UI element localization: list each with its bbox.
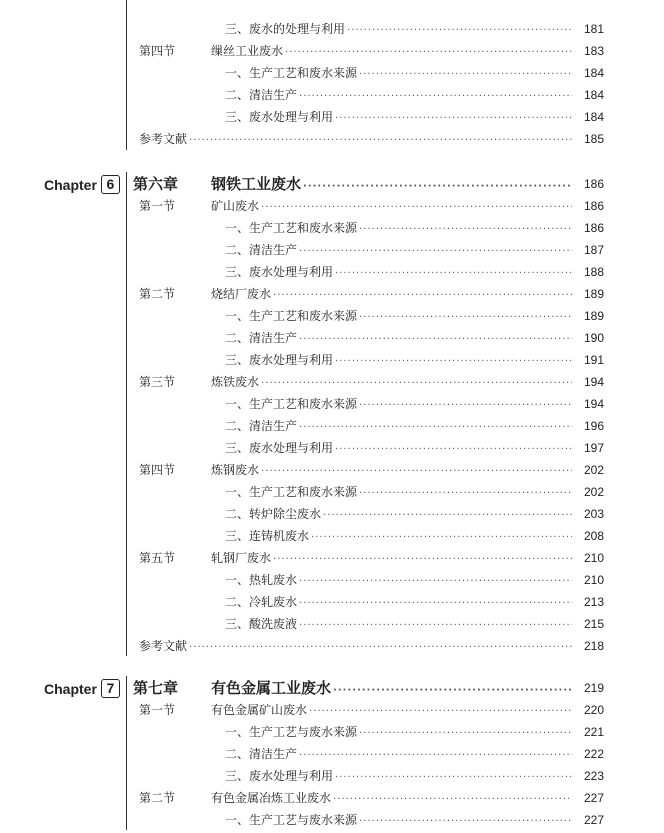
toc-entry xyxy=(225,591,572,615)
toc-entry xyxy=(225,106,572,130)
leader-dots xyxy=(335,263,572,285)
toc-row[interactable] xyxy=(0,349,664,371)
toc-entry-title: 炼铁废水 xyxy=(211,375,260,389)
toc-row[interactable] xyxy=(0,591,664,613)
toc-entry xyxy=(225,84,572,108)
toc-entry xyxy=(225,415,572,439)
toc-page-number: 196 xyxy=(583,419,604,433)
toc-row[interactable] xyxy=(0,481,664,503)
toc-entry xyxy=(225,305,572,329)
toc-page-number: 202 xyxy=(583,485,604,499)
toc-section-number: 第六章 xyxy=(133,175,179,193)
toc-entry xyxy=(225,261,572,285)
toc-entry xyxy=(225,393,572,417)
toc-page-number: 223 xyxy=(583,769,604,783)
toc-entry-title: 缫丝工业废水 xyxy=(211,44,284,58)
toc-entry-title: 二、冷轧废水 xyxy=(225,595,298,609)
toc-row[interactable] xyxy=(0,569,664,591)
toc-row[interactable] xyxy=(0,18,664,40)
toc-entry-title: 轧钢厂废水 xyxy=(211,551,272,565)
toc-row[interactable] xyxy=(0,217,664,239)
toc-section-number: 第四节 xyxy=(139,44,176,58)
toc-entry-title: 参考文献 xyxy=(139,132,188,146)
chapter-label: Chapter xyxy=(44,680,97,697)
toc-entry-title: 二、清洁生产 xyxy=(225,331,298,345)
toc-entry xyxy=(211,371,572,395)
toc-entry xyxy=(225,62,572,86)
leader-dots xyxy=(261,197,572,219)
leader-dots xyxy=(335,767,572,789)
toc-entry xyxy=(225,437,572,461)
toc-row[interactable] xyxy=(0,437,664,459)
toc-page-number: 184 xyxy=(583,110,604,124)
toc-page-number: 194 xyxy=(583,397,604,411)
toc-entry-title: 矿山废水 xyxy=(211,199,260,213)
toc-row[interactable] xyxy=(0,327,664,349)
toc-entry-title: 一、生产工艺和废水来源 xyxy=(225,66,358,80)
toc-entry xyxy=(211,283,572,307)
leader-dots xyxy=(335,108,572,130)
toc-page-number: 219 xyxy=(583,681,604,695)
toc-row[interactable] xyxy=(0,699,664,721)
toc-page-number: 186 xyxy=(583,221,604,235)
toc-page-number: 191 xyxy=(583,353,604,367)
leader-dots xyxy=(309,701,572,723)
toc-page-number: 208 xyxy=(583,529,604,543)
toc-page-number: 220 xyxy=(583,703,604,717)
toc-entry-title: 三、废水处理与利用 xyxy=(225,353,334,367)
toc-page-number: 189 xyxy=(583,309,604,323)
chapter-number-badge: 6 xyxy=(101,175,120,194)
toc-page-number: 183 xyxy=(583,44,604,58)
toc-entry xyxy=(225,239,572,263)
toc-row[interactable] xyxy=(0,459,664,481)
toc-entry-title: 有色金属工业废水 xyxy=(211,679,332,697)
leader-dots xyxy=(189,637,572,659)
toc-page-number: 221 xyxy=(583,725,604,739)
toc-row[interactable] xyxy=(0,173,664,195)
toc-entry-title: 三、连铸机废水 xyxy=(225,529,310,543)
toc-row[interactable] xyxy=(0,415,664,437)
toc-entry-title: 有色金属矿山废水 xyxy=(211,703,308,717)
toc-entry-title: 二、清洁生产 xyxy=(225,243,298,257)
toc-entry-title: 二、转炉除尘废水 xyxy=(225,507,322,521)
toc-page-number: 186 xyxy=(583,177,604,191)
toc-page-number: 184 xyxy=(583,88,604,102)
toc-page-number: 210 xyxy=(583,551,604,565)
toc-row[interactable] xyxy=(0,525,664,547)
toc-page-number: 186 xyxy=(583,199,604,213)
toc-page-number: 194 xyxy=(583,375,604,389)
toc-entry xyxy=(211,195,572,219)
toc-entry-title: 一、生产工艺和废水来源 xyxy=(225,309,358,323)
leader-dots xyxy=(299,571,572,593)
toc-row[interactable] xyxy=(0,787,664,809)
leader-dots xyxy=(299,745,572,767)
toc-entry xyxy=(139,128,572,152)
toc-page-number: 187 xyxy=(583,243,604,257)
toc-entry xyxy=(225,613,572,637)
toc-row[interactable] xyxy=(0,371,664,393)
leader-dots xyxy=(359,483,572,505)
toc-entry-title: 钢铁工业废水 xyxy=(211,175,302,193)
leader-dots xyxy=(359,307,572,329)
leader-dots xyxy=(359,723,572,745)
leader-dots xyxy=(335,439,572,461)
toc-entry xyxy=(211,459,572,483)
toc-row[interactable] xyxy=(0,503,664,525)
toc-entry-title: 二、清洁生产 xyxy=(225,747,298,761)
toc-row[interactable] xyxy=(0,239,664,261)
toc-entry-title: 参考文献 xyxy=(139,639,188,653)
toc-page-number: 222 xyxy=(583,747,604,761)
toc-entry-title: 一、生产工艺与废水来源 xyxy=(225,813,358,827)
leader-dots xyxy=(359,395,572,417)
toc-page-number: 227 xyxy=(583,791,604,805)
toc-entry-title: 三、废水处理与利用 xyxy=(225,441,334,455)
toc-entry xyxy=(225,809,572,833)
toc-section-number: 第一节 xyxy=(139,703,176,717)
toc-row[interactable] xyxy=(0,613,664,635)
toc-entry-title: 一、生产工艺和废水来源 xyxy=(225,485,358,499)
toc-page-number: 185 xyxy=(583,132,604,146)
toc-entry-title: 三、废水的处理与利用 xyxy=(225,22,346,36)
leader-dots xyxy=(299,417,572,439)
toc-entry xyxy=(225,481,572,505)
toc-entry-title: 三、酸洗废液 xyxy=(225,617,298,631)
toc-section-number: 第二节 xyxy=(139,791,176,805)
toc-page-number: 188 xyxy=(583,265,604,279)
toc-row[interactable] xyxy=(0,809,664,831)
toc-page-number: 190 xyxy=(583,331,604,345)
leader-dots xyxy=(359,219,572,241)
toc-row[interactable] xyxy=(0,62,664,84)
toc-entry xyxy=(211,40,572,64)
toc-row[interactable] xyxy=(0,721,664,743)
chapter-label: Chapter xyxy=(44,176,97,193)
leader-dots xyxy=(189,130,572,152)
toc-entry xyxy=(225,217,572,241)
toc-page-number: 215 xyxy=(583,617,604,631)
leader-dots xyxy=(333,789,572,811)
toc-page-number: 189 xyxy=(583,287,604,301)
toc-entry xyxy=(211,547,572,571)
leader-dots xyxy=(261,373,572,395)
leader-dots xyxy=(323,505,572,527)
toc-page-number: 218 xyxy=(583,639,604,653)
toc-row[interactable] xyxy=(0,84,664,106)
leader-dots xyxy=(273,549,572,571)
toc-entry-title: 一、生产工艺和废水来源 xyxy=(225,221,358,235)
toc-row[interactable] xyxy=(0,195,664,217)
leader-dots xyxy=(311,527,572,549)
toc-entry xyxy=(225,765,572,789)
toc-entry xyxy=(225,525,572,549)
toc-row[interactable] xyxy=(0,40,664,62)
leader-dots xyxy=(299,329,572,351)
leader-dots xyxy=(299,241,572,263)
leader-dots xyxy=(347,20,572,42)
toc-row[interactable] xyxy=(0,677,664,699)
toc-row[interactable] xyxy=(0,765,664,787)
toc-page-number: 210 xyxy=(583,573,604,587)
chapter-number-badge: 7 xyxy=(101,679,120,698)
toc-section-number: 第五节 xyxy=(139,551,176,565)
toc-section-number: 第三节 xyxy=(139,375,176,389)
toc-entry-title: 一、热轧废水 xyxy=(225,573,298,587)
toc-entry xyxy=(225,721,572,745)
toc-entry xyxy=(225,18,572,42)
toc-section-number: 第一节 xyxy=(139,199,176,213)
toc-section-number: 第四节 xyxy=(139,463,176,477)
toc-entry xyxy=(225,743,572,767)
toc-section-number: 第二节 xyxy=(139,287,176,301)
toc-row[interactable] xyxy=(0,106,664,128)
toc-row[interactable] xyxy=(0,393,664,415)
toc-page-number: 213 xyxy=(583,595,604,609)
toc-entry-title: 一、生产工艺和废水来源 xyxy=(225,397,358,411)
leader-dots xyxy=(273,285,572,307)
leader-dots xyxy=(285,42,572,64)
toc-page-number: 181 xyxy=(583,22,604,36)
leader-dots xyxy=(261,461,572,483)
toc-page-number: 203 xyxy=(583,507,604,521)
toc-entry xyxy=(225,569,572,593)
leader-dots xyxy=(299,86,572,108)
leader-dots xyxy=(299,615,572,637)
toc-entry-title: 炼钢废水 xyxy=(211,463,260,477)
toc-row[interactable] xyxy=(0,283,664,305)
toc-page-number: 184 xyxy=(583,66,604,80)
toc-entry xyxy=(225,503,572,527)
leader-dots xyxy=(299,593,572,615)
toc-page-number: 227 xyxy=(583,813,604,827)
toc-page-number: 197 xyxy=(583,441,604,455)
toc-section-number: 第七章 xyxy=(133,679,179,697)
toc-row[interactable] xyxy=(0,305,664,327)
toc-entry xyxy=(211,699,572,723)
toc-entry-title: 三、废水处理与利用 xyxy=(225,769,334,783)
toc-entry-title: 二、清洁生产 xyxy=(225,419,298,433)
toc-row[interactable] xyxy=(0,261,664,283)
toc-entry-title: 一、生产工艺与废水来源 xyxy=(225,725,358,739)
toc-entry xyxy=(139,635,572,659)
toc-page-number: 202 xyxy=(583,463,604,477)
toc-entry xyxy=(225,349,572,373)
toc-row[interactable] xyxy=(0,128,664,150)
leader-dots xyxy=(335,351,572,373)
toc-entry-title: 有色金属冶炼工业废水 xyxy=(211,791,332,805)
toc-row[interactable] xyxy=(0,547,664,569)
toc-entry-title: 三、废水处理与利用 xyxy=(225,265,334,279)
leader-dots xyxy=(359,64,572,86)
toc-entry-title: 烧结厂废水 xyxy=(211,287,272,301)
toc-row[interactable] xyxy=(0,635,664,657)
toc-entry xyxy=(211,787,572,811)
toc-entry-title: 三、废水处理与利用 xyxy=(225,110,334,124)
leader-dots xyxy=(359,811,572,833)
toc-entry-title: 二、清洁生产 xyxy=(225,88,298,102)
toc-entry xyxy=(225,327,572,351)
toc-row[interactable] xyxy=(0,743,664,765)
